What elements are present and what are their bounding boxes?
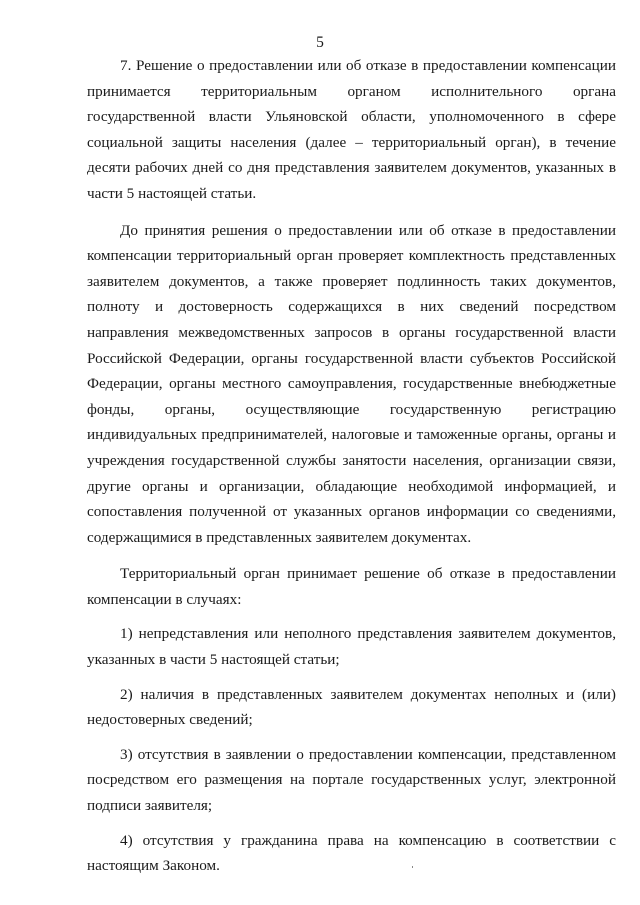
scan-speck <box>412 866 413 868</box>
list-item-4: 4) отсутствия у гражданина права на компенсацию в соответствии с настоящим Законом. <box>87 831 616 875</box>
document-body <box>87 53 616 879</box>
paragraph-verification: До принятия решения о предоставлении или об отказе в предоставлении компенсации территориальный орган проверяет комплектность представленных заявителем документов, а также проверяет подлинность таких документов, полноту и достоверность содержащихся в них сведений посредством направления межведомственных запросов в органы государственной власти Российской Федерации, органы государственной власти субъектов Российской Федерации, органы местного самоуправления, государственные внебюджетные фонды, органы, осуществляющие государственную регистрацию индивидуальных предпринимателей, налоговые и таможенные органы, органы и учреждения государственной службы занятости населения, организации связи, другие органы и организации, обладающие необходимой информацией, и сопоставления полученной от указанных органов информации со сведениями, содержащимися в представленных заявителем документах. <box>87 221 616 546</box>
paragraph-refusal-cases: Территориальный орган принимает решение об отказе в предоставлении компенсации в случаях: <box>87 565 616 608</box>
list-item-2: 2) наличия в представленных заявителем документах неполных и (или) недостоверных сведений; <box>87 685 616 729</box>
page-number: 5 <box>316 34 324 51</box>
paragraph-decision-term: 7. Решение о предоставлении или об отказе в предоставлении компенсации принимается территориальным органом исполнительного органа государственной власти Ульяновской области, уполномоченного в сфере социальной защиты населения (далее – территориальный орган), в течение десяти рабочих дней со дня представления заявителем документов, указанных в части 5 настоящей статьи. <box>87 57 616 202</box>
list-item-3: 3) отсутствия в заявлении о предоставлении компенсации, представленном посредством его размещения на портале государственных услуг, электронной подписи заявителя; <box>87 745 616 815</box>
list-item-1: 1) непредставления или неполного представления заявителем документов, указанных в части 5 настоящей статьи; <box>87 625 616 669</box>
